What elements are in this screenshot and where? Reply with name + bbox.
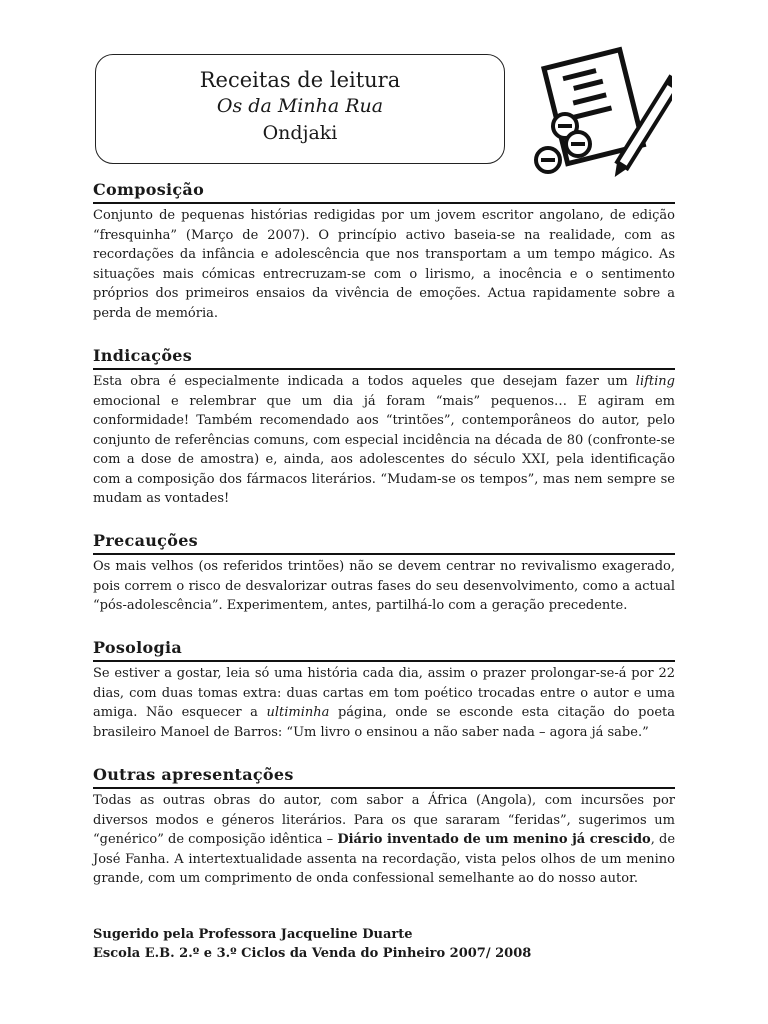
section-precaucoes (93, 531, 675, 616)
section-posologia (93, 638, 675, 742)
prescription-pills-icon (532, 44, 672, 184)
book-reference: Diário inventado de um menino já crescido (337, 832, 651, 847)
section-composicao (93, 180, 675, 323)
page-title: Receitas de leitura (199, 68, 401, 92)
section-text: Todas as outras obras do autor, com sabor a África (Angola), com incursões por diversos modos e géneros literários. Para os que sararam “feridas”, sugerimos um “genérico” de composição idêntica – Diário inventado de um menino já crescido, de José Fanha. A intertextualidade assenta na recordação, vista pelos olhos de um menino grande, com um comprimento de onda confessional semelhante ao do nosso autor. (93, 793, 676, 886)
title-box (95, 54, 505, 164)
emphasis-text: lifting (635, 374, 675, 389)
section-text: Esta obra é especialmente indicada a todos aqueles que desejam fazer um lifting emocional e relembrar que um dia já foram “mais” pequenos… E agiram em conformidade! Também recomendado aos “trintões”, contemporâneos do autor, pelo conjunto de referências comuns, com especial incidência na década de 80 (confronte-se com a dose de amostra) e, ainda, aos adolescentes do século XXI, pela identificação com a composição dos fármacos literários. “Mudam-se os tempos”, mas nem sempre se mudam as vontades! (93, 374, 675, 506)
section-indicacoes (93, 346, 675, 509)
book-title: Os da Minha Rua (216, 95, 384, 117)
footer-school: Escola E.B. 2.º e 3.º Ciclos da Venda do Pinheiro 2007/ 2008 (93, 946, 532, 961)
section-text: Os mais velhos (os referidos trintões) não se devem centrar no revivalismo exagerado, pois correm o risco de desvalorizar outras fases do seu desenvolvimento, como a actual “pós-adolescência”. Experimentem, antes, partilhá-lo com a geração precedente. (93, 559, 675, 613)
footer (93, 925, 531, 963)
emphasis-text: ultiminha (266, 705, 330, 720)
section-heading: Composição (93, 180, 675, 204)
section-heading: Precauções (93, 531, 675, 555)
section-heading: Posologia (93, 638, 675, 662)
section-text: Se estiver a gostar, leia só uma história cada dia, assim o prazer prolongar-se-á por 22 dias, com duas tomas extra: duas cartas em tom poético trocadas entre o autor e uma amiga. Não esquecer a ultiminha página, onde se esconde esta citação do poeta brasileiro Manoel de Barros: “Um livro o ensinou a não saber nada – agora já sabe.” (93, 666, 675, 740)
footer-teacher: Sugerido pela Professora Jacqueline Duarte (93, 927, 413, 942)
section-heading: Indicações (93, 346, 675, 370)
author-name: Ondjaki (262, 122, 338, 144)
section-text: Conjunto de pequenas histórias redigidas por um jovem escritor angolano, de edição “fresquinha” (Março de 2007). O princípio activo baseia-se na realidade, com as recordações da infância e adolescência que nos transportam a um tempo mágico. As situações mais cómicas entrecruzam-se com o lirismo, a inocência e o sentimento próprios dos primeiros ensaios da vivência de emoções. Actua rapidamente sobre a perda de memória. (93, 208, 675, 321)
section-heading: Outras apresentações (93, 765, 675, 789)
section-outras-apresentacoes (93, 765, 675, 889)
